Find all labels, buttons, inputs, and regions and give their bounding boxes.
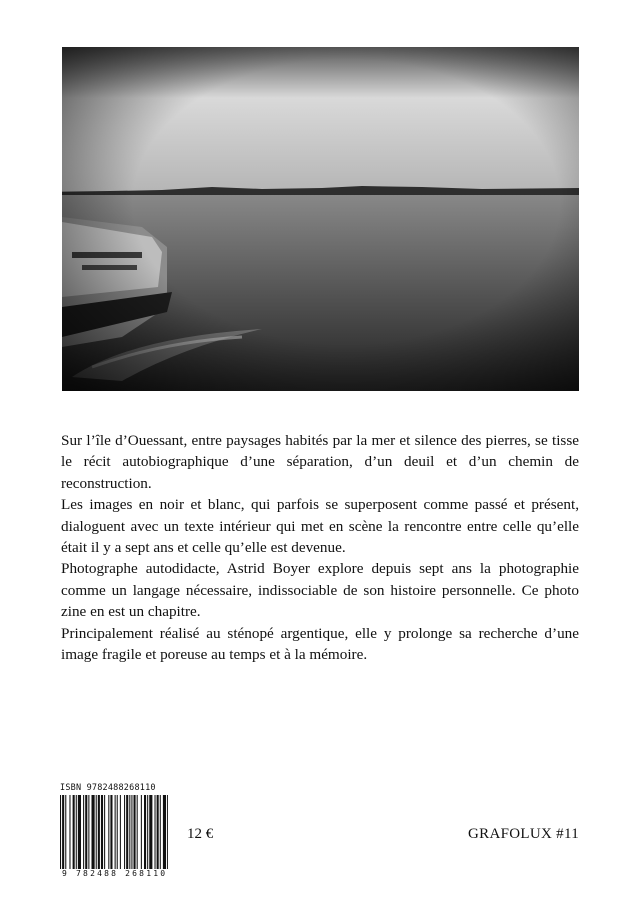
barcode-icon [60, 795, 168, 871]
blurb-paragraph: Photographe autodidacte, Astrid Boyer explore depuis sept ans la photographie comme un langage nécessaire, indissociable de son histoire personnelle. Ce photo zine en est un chapitre. [61, 560, 579, 621]
blurb-paragraph: Sur l’île d’Ouessant, entre paysages habités par la mer et silence des pierres, se tisse le récit autobiographique d’une séparation, d’un deuil et d’un chemin de reconstruction. [61, 432, 579, 492]
isbn-label: ISBN 9782488268110 [60, 783, 156, 793]
blurb-paragraph: Les images en noir et blanc, qui parfois se superposent comme passé et présent, dialoguent avec un texte intérieur qui met en scène la rencontre entre celle qu’elle était il y a sept ans et celle qu’elle est devenue. [61, 496, 579, 557]
back-cover-blurb [61, 430, 579, 665]
isbn-digits: 9 782488 268110 [60, 869, 170, 878]
price-label: 12 € [187, 826, 214, 842]
isbn-barcode [60, 783, 168, 881]
blurb-paragraph: Principalement réalisé au sténopé argentique, elle y prolonge sa recherche d’une image fragile et poreuse au temps et à la mémoire. [61, 624, 579, 664]
cover-photo [62, 47, 579, 391]
pinhole-seascape-photo-icon [62, 47, 579, 391]
series-label: GRAFOLUX #11 [468, 826, 579, 842]
